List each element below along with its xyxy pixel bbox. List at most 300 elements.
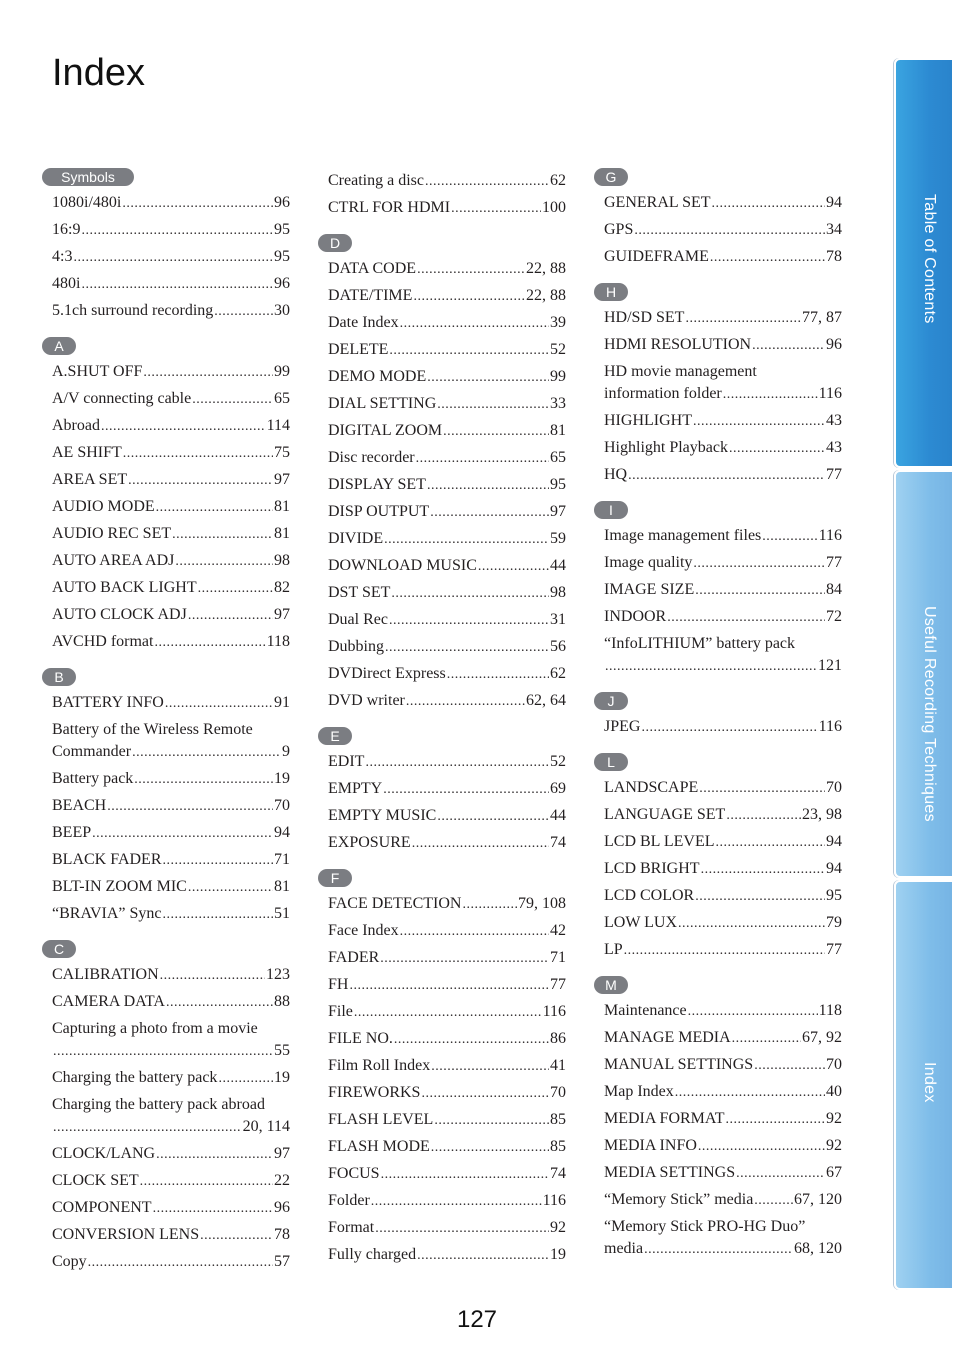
index-entry[interactable] bbox=[328, 749, 566, 776]
page-reference[interactable]: 33 bbox=[550, 395, 566, 412]
entry-term: JPEG bbox=[604, 718, 641, 735]
entry-term-continued: information folder bbox=[604, 385, 722, 402]
index-entry[interactable] bbox=[52, 717, 290, 766]
index-entry[interactable] bbox=[328, 337, 566, 364]
page-reference[interactable]: 99 bbox=[274, 363, 290, 380]
entry-term: “InfoLITHIUM” battery pack bbox=[604, 635, 796, 652]
index-entry[interactable] bbox=[52, 521, 290, 548]
page-reference[interactable]: 116 bbox=[818, 718, 842, 735]
page-reference[interactable]: 97 bbox=[274, 606, 290, 623]
index-entry[interactable] bbox=[604, 604, 842, 631]
dot-leader bbox=[140, 1171, 273, 1193]
dot-leader bbox=[160, 965, 265, 987]
entry-term: FACE DETECTION bbox=[328, 895, 462, 912]
entry-term: A.SHUT OFF bbox=[52, 363, 143, 380]
entry-term: LCD BRIGHT bbox=[604, 860, 700, 877]
tab-index[interactable] bbox=[894, 880, 954, 1290]
section-letter-badge: E bbox=[318, 727, 352, 745]
index-entry[interactable] bbox=[604, 305, 842, 332]
page-reference[interactable]: 20, 114 bbox=[242, 1118, 290, 1135]
index-entry[interactable] bbox=[328, 1026, 566, 1053]
index-column-1 bbox=[42, 168, 290, 1288]
page-reference[interactable]: 99 bbox=[550, 368, 566, 385]
index-entry[interactable] bbox=[328, 526, 566, 553]
page-reference[interactable]: 97 bbox=[274, 471, 290, 488]
index-entry[interactable] bbox=[328, 364, 566, 391]
page-reference[interactable]: 92 bbox=[550, 1219, 566, 1236]
page-reference[interactable]: 34 bbox=[826, 221, 842, 238]
index-entry[interactable] bbox=[52, 217, 290, 244]
page-reference[interactable]: 67 bbox=[826, 1164, 842, 1181]
index-entry[interactable] bbox=[604, 802, 842, 829]
page-reference[interactable]: 121 bbox=[818, 657, 842, 674]
index-entry[interactable] bbox=[328, 553, 566, 580]
dot-leader bbox=[172, 524, 273, 546]
page-reference[interactable]: 70 bbox=[826, 1056, 842, 1073]
entry-term: CALIBRATION bbox=[52, 966, 159, 983]
index-entry[interactable] bbox=[328, 1215, 566, 1242]
index-entry[interactable] bbox=[52, 820, 290, 847]
index-entry[interactable] bbox=[52, 1249, 290, 1276]
page-reference[interactable]: 77 bbox=[550, 976, 566, 993]
index-entry[interactable] bbox=[604, 577, 842, 604]
entry-term: MEDIA SETTINGS bbox=[604, 1164, 736, 1181]
index-entry[interactable] bbox=[328, 1242, 566, 1269]
dot-leader bbox=[695, 580, 825, 602]
page-reference[interactable]: 75 bbox=[274, 444, 290, 461]
index-entry[interactable] bbox=[604, 462, 842, 489]
page-reference[interactable]: 40 bbox=[826, 1083, 842, 1100]
page-reference[interactable]: 96 bbox=[274, 1199, 290, 1216]
index-entry[interactable] bbox=[328, 972, 566, 999]
dot-leader bbox=[389, 340, 549, 362]
page-reference[interactable]: 39 bbox=[550, 314, 566, 331]
index-entry[interactable] bbox=[52, 1195, 290, 1222]
index-entry[interactable] bbox=[328, 580, 566, 607]
index-entry[interactable] bbox=[604, 1160, 842, 1187]
page-reference[interactable]: 19 bbox=[550, 1246, 566, 1263]
dot-leader bbox=[624, 940, 825, 962]
page-reference[interactable]: 98 bbox=[550, 584, 566, 601]
dot-leader bbox=[693, 411, 825, 433]
page-reference[interactable]: 70 bbox=[550, 1084, 566, 1101]
page-reference[interactable]: 98 bbox=[274, 552, 290, 569]
section-letter-badge: B bbox=[42, 668, 76, 686]
index-entry[interactable] bbox=[604, 435, 842, 462]
page-reference[interactable]: 77 bbox=[826, 466, 842, 483]
page-reference[interactable]: 78 bbox=[826, 248, 842, 265]
dot-leader bbox=[400, 313, 549, 335]
page-reference[interactable]: 31 bbox=[550, 611, 566, 628]
page-reference[interactable]: 118 bbox=[818, 1002, 842, 1019]
dot-leader bbox=[710, 247, 825, 269]
index-entry[interactable] bbox=[604, 1079, 842, 1106]
dot-leader bbox=[391, 583, 549, 605]
page-reference[interactable]: 95 bbox=[274, 248, 290, 265]
index-entry[interactable] bbox=[604, 190, 842, 217]
index-entry[interactable] bbox=[328, 999, 566, 1026]
index-entry[interactable] bbox=[328, 607, 566, 634]
index-section bbox=[318, 168, 566, 222]
dot-leader bbox=[214, 301, 273, 323]
page-reference[interactable]: 96 bbox=[274, 194, 290, 211]
page-reference[interactable]: 116 bbox=[542, 1003, 566, 1020]
dot-leader bbox=[375, 1218, 549, 1240]
entry-term: Folder bbox=[328, 1192, 370, 1209]
dot-leader bbox=[384, 529, 549, 551]
index-entry[interactable] bbox=[52, 1065, 290, 1092]
dot-leader bbox=[163, 850, 274, 872]
page-reference[interactable]: 68, 120 bbox=[794, 1240, 842, 1257]
entry-term: LCD BL LEVEL bbox=[604, 833, 715, 850]
index-entry[interactable] bbox=[52, 1092, 290, 1141]
entry-term: 480i bbox=[52, 275, 81, 292]
page-reference[interactable]: 41 bbox=[550, 1057, 566, 1074]
page-reference[interactable]: 70 bbox=[274, 797, 290, 814]
index-entry[interactable] bbox=[52, 575, 290, 602]
index-entry[interactable] bbox=[604, 332, 842, 359]
index-entry[interactable] bbox=[604, 359, 842, 408]
index-section bbox=[594, 976, 842, 1263]
entry-term: LCD COLOR bbox=[604, 887, 695, 904]
index-entry[interactable] bbox=[52, 386, 290, 413]
index-entry[interactable] bbox=[604, 937, 842, 964]
index-entry[interactable] bbox=[604, 714, 842, 741]
index-entry[interactable] bbox=[52, 989, 290, 1016]
page-reference[interactable]: 81 bbox=[274, 525, 290, 542]
index-entry[interactable] bbox=[52, 793, 290, 820]
entry-term: DST SET bbox=[328, 584, 391, 601]
index-entry[interactable] bbox=[328, 634, 566, 661]
page-reference[interactable]: 67, 92 bbox=[802, 1029, 842, 1046]
page-reference[interactable]: 43 bbox=[826, 439, 842, 456]
index-entry[interactable] bbox=[52, 690, 290, 717]
dot-leader bbox=[394, 1029, 549, 1051]
page-reference[interactable]: 71 bbox=[274, 851, 290, 868]
dot-leader bbox=[437, 394, 549, 416]
page-reference[interactable]: 116 bbox=[818, 527, 842, 544]
page-reference[interactable]: 52 bbox=[550, 753, 566, 770]
dot-leader bbox=[123, 443, 273, 465]
index-entry[interactable] bbox=[52, 440, 290, 467]
page-reference[interactable]: 123 bbox=[266, 966, 290, 983]
page-reference[interactable]: 114 bbox=[266, 417, 290, 434]
index-section bbox=[42, 668, 290, 928]
entry-term: AUDIO MODE bbox=[52, 498, 155, 515]
page-reference[interactable]: 9 bbox=[282, 743, 290, 760]
page-reference[interactable]: 77, 87 bbox=[802, 309, 842, 326]
page-reference[interactable]: 85 bbox=[550, 1111, 566, 1128]
page-reference[interactable]: 67, 120 bbox=[794, 1191, 842, 1208]
page-reference[interactable]: 92 bbox=[826, 1110, 842, 1127]
page-reference[interactable]: 94 bbox=[274, 824, 290, 841]
page-reference[interactable]: 79, 108 bbox=[518, 895, 566, 912]
entry-term: HIGHLIGHT bbox=[604, 412, 692, 429]
page-reference[interactable]: 55 bbox=[274, 1042, 290, 1059]
page-reference[interactable]: 94 bbox=[826, 833, 842, 850]
page-reference[interactable]: 74 bbox=[550, 834, 566, 851]
index-entry[interactable] bbox=[52, 271, 290, 298]
page-reference[interactable]: 30 bbox=[274, 302, 290, 319]
entry-term: BATTERY INFO bbox=[52, 694, 164, 711]
page-reference[interactable]: 96 bbox=[274, 275, 290, 292]
page-reference[interactable]: 69 bbox=[550, 780, 566, 797]
index-entry[interactable] bbox=[52, 244, 290, 271]
dot-leader bbox=[73, 247, 273, 269]
page-reference[interactable]: 19 bbox=[274, 770, 290, 787]
entry-term: EDIT bbox=[328, 753, 365, 770]
page-reference[interactable]: 23, 98 bbox=[802, 806, 842, 823]
page-reference[interactable]: 96 bbox=[826, 336, 842, 353]
dot-leader bbox=[188, 605, 273, 627]
entry-term: DATA CODE bbox=[328, 260, 417, 277]
dot-leader bbox=[725, 1109, 825, 1131]
index-entry[interactable] bbox=[604, 1025, 842, 1052]
index-section bbox=[594, 283, 842, 489]
entry-term: GENERAL SET bbox=[604, 194, 711, 211]
page-reference[interactable]: 65 bbox=[274, 390, 290, 407]
index-entry[interactable] bbox=[604, 631, 842, 680]
dot-leader bbox=[685, 308, 801, 330]
page-reference[interactable]: 43 bbox=[826, 412, 842, 429]
index-entry[interactable] bbox=[328, 1080, 566, 1107]
entry-term: Abroad bbox=[52, 417, 100, 434]
index-entry[interactable] bbox=[52, 766, 290, 793]
page-reference[interactable]: 81 bbox=[274, 498, 290, 515]
index-entry[interactable] bbox=[52, 602, 290, 629]
index-entry[interactable] bbox=[328, 472, 566, 499]
index-entry[interactable] bbox=[328, 661, 566, 688]
entry-term: MANAGE MEDIA bbox=[604, 1029, 731, 1046]
index-entry[interactable] bbox=[604, 244, 842, 271]
tab-useful-recording-techniques[interactable] bbox=[894, 470, 954, 878]
page-reference[interactable]: 86 bbox=[550, 1030, 566, 1047]
page-reference[interactable]: 42 bbox=[550, 922, 566, 939]
index-entry[interactable] bbox=[328, 918, 566, 945]
page-reference[interactable]: 22, 88 bbox=[526, 260, 566, 277]
page-reference[interactable]: 94 bbox=[826, 194, 842, 211]
index-entry[interactable] bbox=[604, 998, 842, 1025]
index-entry[interactable] bbox=[328, 945, 566, 972]
page-reference[interactable]: 62, 64 bbox=[526, 692, 566, 709]
index-entry[interactable] bbox=[328, 445, 566, 472]
page-reference[interactable]: 97 bbox=[274, 1145, 290, 1162]
index-entry[interactable] bbox=[604, 829, 842, 856]
index-entry[interactable] bbox=[52, 190, 290, 217]
index-entry[interactable] bbox=[52, 901, 290, 928]
index-entry[interactable] bbox=[52, 359, 290, 386]
index-entry[interactable] bbox=[52, 874, 290, 901]
page-reference[interactable]: 92 bbox=[826, 1137, 842, 1154]
page-reference[interactable]: 62 bbox=[550, 172, 566, 189]
dot-leader bbox=[88, 1252, 273, 1274]
entry-term: Creating a disc bbox=[328, 172, 424, 189]
side-tabs bbox=[894, 58, 954, 1290]
entry-term: Face Index bbox=[328, 922, 399, 939]
index-entry[interactable] bbox=[328, 1134, 566, 1161]
index-entry[interactable] bbox=[604, 1187, 842, 1214]
index-entry[interactable] bbox=[328, 776, 566, 803]
index-entry[interactable] bbox=[328, 256, 566, 283]
page-reference[interactable]: 22 bbox=[274, 1172, 290, 1189]
index-entry[interactable] bbox=[328, 418, 566, 445]
index-entry[interactable] bbox=[604, 523, 842, 550]
entry-term: 5.1ch surround recording bbox=[52, 302, 214, 319]
entry-term: CTRL FOR HDMI bbox=[328, 199, 451, 216]
index-entry[interactable] bbox=[604, 1214, 842, 1263]
index-entry[interactable] bbox=[328, 803, 566, 830]
page-reference[interactable]: 79 bbox=[826, 914, 842, 931]
index-entry[interactable] bbox=[52, 1222, 290, 1249]
index-section bbox=[594, 168, 842, 271]
index-entry[interactable] bbox=[604, 856, 842, 883]
index-entry[interactable] bbox=[328, 499, 566, 526]
entry-term: FLASH LEVEL bbox=[328, 1111, 434, 1128]
page-reference[interactable]: 100 bbox=[542, 199, 566, 216]
index-entry[interactable] bbox=[52, 1016, 290, 1065]
entry-term: Image quality bbox=[604, 554, 693, 571]
page-reference[interactable]: 52 bbox=[550, 341, 566, 358]
page-reference[interactable]: 85 bbox=[550, 1138, 566, 1155]
page-reference[interactable]: 118 bbox=[266, 633, 290, 650]
page-reference[interactable]: 71 bbox=[550, 949, 566, 966]
dot-leader bbox=[701, 859, 825, 881]
index-entry[interactable] bbox=[604, 550, 842, 577]
index-entry[interactable] bbox=[604, 883, 842, 910]
index-entry[interactable] bbox=[328, 391, 566, 418]
dot-leader bbox=[641, 717, 817, 739]
page-reference[interactable]: 88 bbox=[274, 993, 290, 1010]
index-entry[interactable] bbox=[604, 1133, 842, 1160]
entry-term: A/V connecting cable bbox=[52, 390, 192, 407]
section-letter-badge: I bbox=[594, 501, 628, 519]
index-entry[interactable] bbox=[52, 847, 290, 874]
index-entry[interactable] bbox=[328, 891, 566, 918]
page-reference[interactable]: 116 bbox=[542, 1192, 566, 1209]
dot-leader bbox=[400, 921, 549, 943]
page-reference[interactable]: 77 bbox=[826, 554, 842, 571]
dot-leader bbox=[175, 551, 273, 573]
index-entry[interactable] bbox=[604, 1106, 842, 1133]
entry-term: Map Index bbox=[604, 1083, 674, 1100]
index-entry[interactable] bbox=[604, 408, 842, 435]
index-entry[interactable] bbox=[604, 775, 842, 802]
section-letter-badge: F bbox=[318, 869, 352, 887]
page-reference[interactable]: 70 bbox=[826, 779, 842, 796]
page-reference[interactable]: 81 bbox=[274, 878, 290, 895]
page-reference[interactable]: 74 bbox=[550, 1165, 566, 1182]
entry-term: MEDIA FORMAT bbox=[604, 1110, 725, 1127]
page-reference[interactable]: 72 bbox=[826, 608, 842, 625]
index-entry[interactable] bbox=[52, 494, 290, 521]
entry-term: LANDSCAPE bbox=[604, 779, 699, 796]
tab-table-of-contents[interactable] bbox=[894, 58, 954, 468]
index-entry[interactable] bbox=[328, 283, 566, 310]
entry-term: “BRAVIA” Sync bbox=[52, 905, 162, 922]
page-reference[interactable]: 56 bbox=[550, 638, 566, 655]
entry-term: AVCHD format bbox=[52, 633, 154, 650]
entry-term: DEMO MODE bbox=[328, 368, 427, 385]
index-entry[interactable] bbox=[52, 629, 290, 656]
section-letter-badge: C bbox=[42, 940, 76, 958]
page-reference[interactable]: 19 bbox=[274, 1069, 290, 1086]
page-reference[interactable]: 62 bbox=[550, 665, 566, 682]
index-entry[interactable] bbox=[328, 1053, 566, 1080]
index-entry[interactable] bbox=[52, 298, 290, 325]
dot-leader bbox=[688, 1001, 818, 1023]
index-entry[interactable] bbox=[328, 168, 566, 195]
index-entry[interactable] bbox=[52, 1168, 290, 1195]
index-entry[interactable] bbox=[52, 548, 290, 575]
dot-leader bbox=[53, 1117, 242, 1139]
dot-leader bbox=[380, 948, 549, 970]
page-reference[interactable]: 84 bbox=[826, 581, 842, 598]
index-entry[interactable] bbox=[328, 310, 566, 337]
page-reference[interactable]: 94 bbox=[826, 860, 842, 877]
page-reference[interactable]: 95 bbox=[826, 887, 842, 904]
dot-leader bbox=[143, 362, 273, 384]
section-letter-badge: J bbox=[594, 692, 628, 710]
page-reference[interactable]: 77 bbox=[826, 941, 842, 958]
page-reference[interactable]: 81 bbox=[550, 422, 566, 439]
entry-term: DISP OUTPUT bbox=[328, 503, 430, 520]
index-entry[interactable] bbox=[328, 688, 566, 715]
index-entry[interactable] bbox=[328, 1107, 566, 1134]
index-entry[interactable] bbox=[328, 1161, 566, 1188]
page-reference[interactable]: 78 bbox=[274, 1226, 290, 1243]
entry-term: BEACH bbox=[52, 797, 107, 814]
dot-leader bbox=[732, 1028, 801, 1050]
index-entry[interactable] bbox=[328, 195, 566, 222]
entry-term: 16:9 bbox=[52, 221, 81, 238]
page-reference[interactable]: 22, 88 bbox=[526, 287, 566, 304]
page-reference[interactable]: 95 bbox=[550, 476, 566, 493]
index-entry[interactable] bbox=[328, 830, 566, 857]
index-entry[interactable] bbox=[604, 217, 842, 244]
page-reference[interactable]: 95 bbox=[274, 221, 290, 238]
index-entry[interactable] bbox=[52, 467, 290, 494]
index-entry[interactable] bbox=[52, 962, 290, 989]
page-reference[interactable]: 57 bbox=[274, 1253, 290, 1270]
entry-term: DIGITAL ZOOM bbox=[328, 422, 443, 439]
dot-leader bbox=[381, 1164, 549, 1186]
index-entry[interactable] bbox=[52, 413, 290, 440]
index-entry[interactable] bbox=[604, 910, 842, 937]
page-reference[interactable]: 59 bbox=[550, 530, 566, 547]
page-reference[interactable]: 51 bbox=[274, 905, 290, 922]
index-entry[interactable] bbox=[328, 1188, 566, 1215]
page-reference[interactable]: 116 bbox=[818, 385, 842, 402]
page-reference[interactable]: 44 bbox=[550, 807, 566, 824]
dot-leader bbox=[716, 832, 826, 854]
page-reference[interactable]: 44 bbox=[550, 557, 566, 574]
entry-term: Dubbing bbox=[328, 638, 384, 655]
entry-term: FADER bbox=[328, 949, 380, 966]
page-reference[interactable]: 65 bbox=[550, 449, 566, 466]
page-reference[interactable]: 91 bbox=[274, 694, 290, 711]
index-entry[interactable] bbox=[52, 1141, 290, 1168]
index-entry[interactable] bbox=[604, 1052, 842, 1079]
entry-term: DIAL SETTING bbox=[328, 395, 437, 412]
entry-term: Film Roll Index bbox=[328, 1057, 431, 1074]
page-reference[interactable]: 82 bbox=[274, 579, 290, 596]
page-reference[interactable]: 97 bbox=[550, 503, 566, 520]
dot-leader bbox=[165, 693, 273, 715]
dot-leader bbox=[153, 1198, 273, 1220]
dot-leader bbox=[667, 607, 825, 629]
section-letter-badge: H bbox=[594, 283, 628, 301]
entry-term: AE SHIFT bbox=[52, 444, 122, 461]
